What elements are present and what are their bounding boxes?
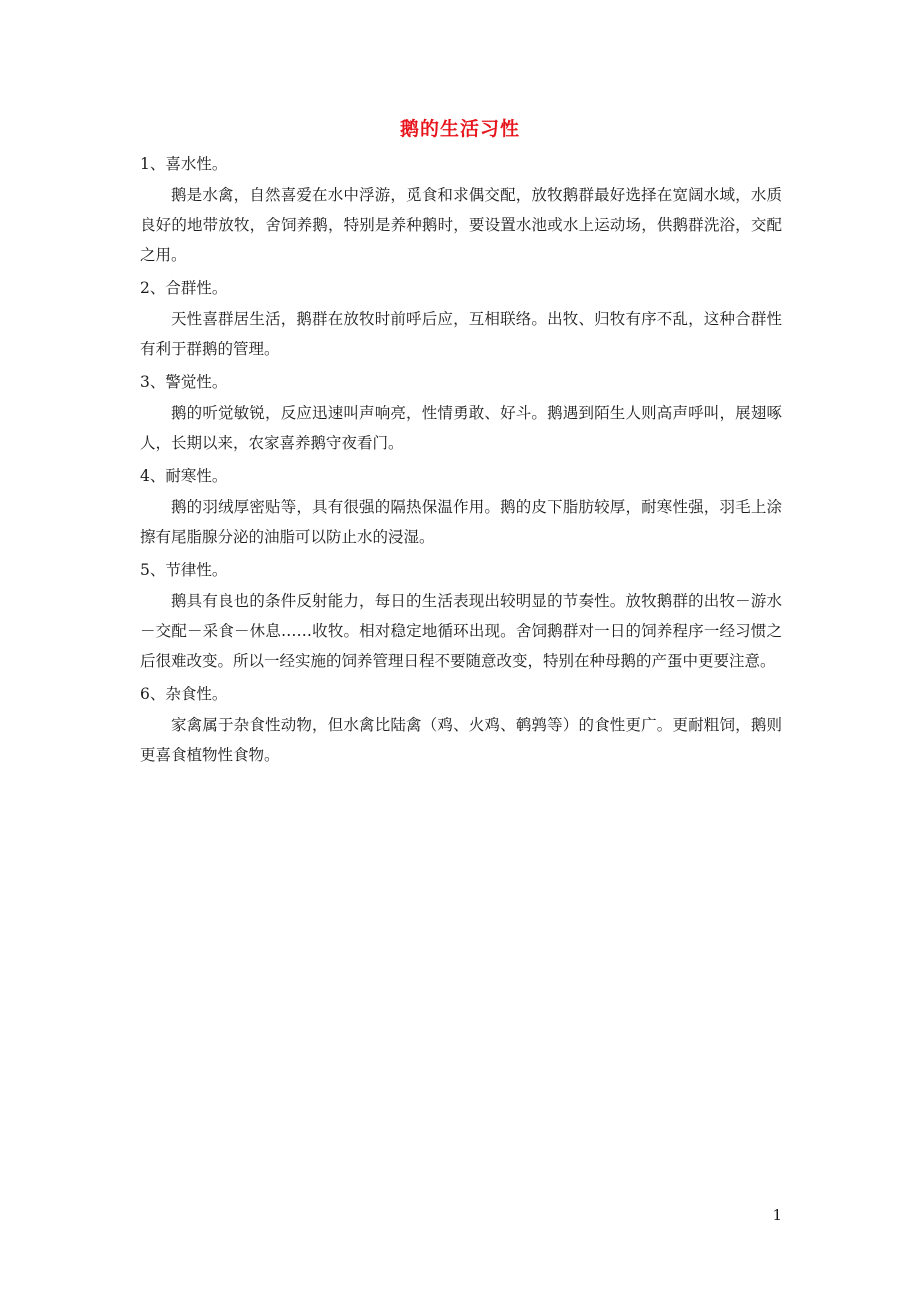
page-number: 1 bbox=[772, 1206, 782, 1224]
section-heading-3: 3、警觉性。 bbox=[140, 373, 228, 391]
document-title: 鹅的生活习性 bbox=[399, 118, 520, 140]
section-heading-2: 2、合群性。 bbox=[140, 279, 228, 297]
section-heading-4: 4、耐寒性。 bbox=[140, 467, 228, 485]
document-body bbox=[140, 148, 782, 772]
section-paragraph-2: 天性喜群居生活，鹅群在放牧时前呼后应，互相联络。出牧、归牧有序不乱，这种合群性有利于群鹅的管理。 bbox=[140, 310, 782, 358]
section-heading-5: 5、节律性。 bbox=[140, 561, 228, 579]
section-paragraph-6: 家禽属于杂食性动物，但水禽比陆禽（鸡、火鸡、鹌鹑等）的食性更广。更耐粗饲，鹅则更喜食植物性食物。 bbox=[140, 716, 782, 764]
section-paragraph-1: 鹅是水禽，自然喜爱在水中浮游，觅食和求偶交配，放牧鹅群最好选择在宽阔水域，水质良好的地带放牧，舍饲养鹅，特别是养种鹅时，要设置水池或水上运动场，供鹅群洗浴，交配之用。 bbox=[140, 186, 782, 264]
section-heading-1: 1、喜水性。 bbox=[140, 155, 228, 173]
section-paragraph-5: 鹅具有良也的条件反射能力，每日的生活表现出较明显的节奏性。放牧鹅群的出牧－游水－交配－采食－休息……收牧。相对稳定地循环出现。舍饲鹅群对一日的饲养程序一经习惯之后很难改变。所以一经实施的饲养管理日程不要随意改变，特别在种母鹅的产蛋中更要注意。 bbox=[140, 592, 782, 670]
section-paragraph-3: 鹅的听觉敏锐，反应迅速叫声响亮，性情勇敢、好斗。鹅遇到陌生人则高声呼叫，展翅啄人，长期以来，农家喜养鹅守夜看门。 bbox=[140, 404, 782, 452]
section-paragraph-4: 鹅的羽绒厚密贴等，具有很强的隔热保温作用。鹅的皮下脂肪较厚，耐寒性强，羽毛上涂擦有尾脂腺分泌的油脂可以防止水的浸湿。 bbox=[140, 498, 782, 546]
section-heading-6: 6、杂食性。 bbox=[140, 685, 228, 703]
